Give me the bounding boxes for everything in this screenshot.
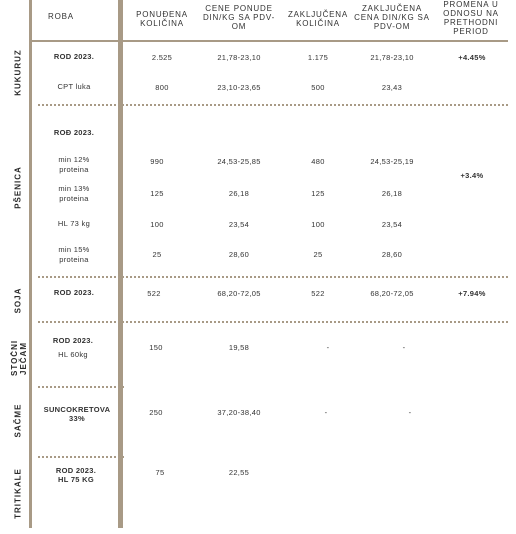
header-zakljucena-cena: ZAKLJUČENA CENA DIN/KG SA PDV-OM xyxy=(354,4,430,31)
row-separator xyxy=(38,104,508,106)
kukuruz-change: +4.45% xyxy=(458,53,486,62)
psenica-row3-zakl-cena: 23,54 xyxy=(381,220,403,229)
jecam-name2: HL 60kg xyxy=(58,350,88,359)
header-underline xyxy=(32,40,508,42)
psenica-row2-zakl-kol: 125 xyxy=(311,189,325,198)
soja-zakl-cena: 68,20-72,05 xyxy=(370,289,414,298)
row-separator xyxy=(38,276,508,278)
sacme-name1: SUNCOKRETOVA xyxy=(43,405,111,414)
soja-name: ROD 2023. xyxy=(53,288,95,297)
jecam-zakl-cena: - xyxy=(402,343,406,352)
kukuruz-row1-ponudjena: 2.525 xyxy=(151,53,173,62)
tritikale-name1: ROD 2023. xyxy=(55,466,97,475)
header-zakljucena-kolicina: ZAKLJUČENA KOLIČINA xyxy=(287,10,348,28)
psenica-row4-cene: 28,60 xyxy=(228,250,250,259)
category-jecam: STOČNI JEČAM xyxy=(10,339,28,377)
psenica-row1-zakl-cena: 24,53-25,19 xyxy=(370,157,414,166)
category-psenica: PŠENICA xyxy=(13,166,23,209)
soja-zakl-kol: 522 xyxy=(311,289,325,298)
kukuruz-row2-ponudjena: 800 xyxy=(155,83,169,92)
psenica-change: +3.4% xyxy=(460,171,484,180)
kukuruz-row2-name: CPT luka xyxy=(57,82,91,91)
psenica-row3-zakl-kol: 100 xyxy=(311,220,325,229)
psenica-row1-cene: 24,53-25,85 xyxy=(217,157,261,166)
sacme-name2: 33% xyxy=(69,414,85,423)
row-separator xyxy=(38,386,124,388)
category-kukuruz: KUKURUZ xyxy=(13,49,23,96)
psenica-row4-ponudjena: 25 xyxy=(152,250,162,259)
jecam-cene: 19,58 xyxy=(228,343,250,352)
psenica-row2-zakl-cena: 26,18 xyxy=(381,189,403,198)
psenica-row2-ponudjena: 125 xyxy=(150,189,164,198)
psenica-row3-cene: 23,54 xyxy=(228,220,250,229)
psenica-row4-zakl-kol: 25 xyxy=(313,250,323,259)
category-sacme: SAČME xyxy=(13,403,23,438)
tritikale-name2: HL 75 KG xyxy=(57,475,95,484)
sacme-zakl-cena: - xyxy=(408,408,412,417)
psenica-row2-cene: 26,18 xyxy=(228,189,250,198)
kukuruz-row1-cene: 21,78-23,10 xyxy=(217,53,261,62)
sacme-ponudjena: 250 xyxy=(149,408,163,417)
row-separator xyxy=(38,456,124,458)
header-promena: PROMENA U ODNOSU NA PRETHODNI PERIOD xyxy=(443,0,499,36)
header-ponudjena: PONUĐENA KOLIČINA xyxy=(136,10,188,28)
soja-change: +7.94% xyxy=(458,289,486,298)
soja-ponudjena: 522 xyxy=(147,289,161,298)
psenica-row1-ponudjena: 990 xyxy=(150,157,164,166)
psenica-row2-name: min 13% proteina xyxy=(58,184,90,203)
psenica-row3-ponudjena: 100 xyxy=(150,220,164,229)
kukuruz-row2-cene: 23,10-23,65 xyxy=(217,83,261,92)
header-roba: ROBA xyxy=(48,12,74,21)
psenica-row1-zakl-kol: 480 xyxy=(311,157,325,166)
jecam-zakl-kol: - xyxy=(326,343,330,352)
header-cene-ponude: CENE PONUDE DIN/KG SA PDV-OM xyxy=(202,4,276,31)
kukuruz-row1-name: ROD 2023. xyxy=(53,52,95,61)
psenica-row3-name: HL 73 kg xyxy=(57,219,91,228)
sacme-cene: 37,20-38,40 xyxy=(217,408,261,417)
psenica-row4-zakl-cena: 28,60 xyxy=(381,250,403,259)
kukuruz-row1-zakl-kol: 1.175 xyxy=(307,53,329,62)
category-tritikale: TRITIKALE xyxy=(13,468,23,519)
jecam-ponudjena: 150 xyxy=(149,343,163,352)
column-vertical-divider xyxy=(118,0,123,528)
soja-cene: 68,20-72,05 xyxy=(217,289,261,298)
tritikale-ponudjena: 75 xyxy=(155,468,165,477)
kukuruz-row2-zakl-kol: 500 xyxy=(311,83,325,92)
tritikale-cene: 22,55 xyxy=(228,468,250,477)
sacme-zakl-kol: - xyxy=(324,408,328,417)
kukuruz-row2-zakl-cena: 23,43 xyxy=(381,83,403,92)
jecam-name1: ROD 2023. xyxy=(52,336,94,345)
psenica-row1-name: min 12% proteina xyxy=(58,155,90,174)
kukuruz-row1-zakl-cena: 21,78-23,10 xyxy=(370,53,414,62)
psenica-title: ROĐ 2023. xyxy=(53,128,95,137)
category-soja: SOJA xyxy=(13,287,23,314)
row-separator xyxy=(38,321,508,323)
psenica-row4-name: min 15% proteina xyxy=(58,245,90,264)
left-vertical-divider xyxy=(29,0,32,528)
